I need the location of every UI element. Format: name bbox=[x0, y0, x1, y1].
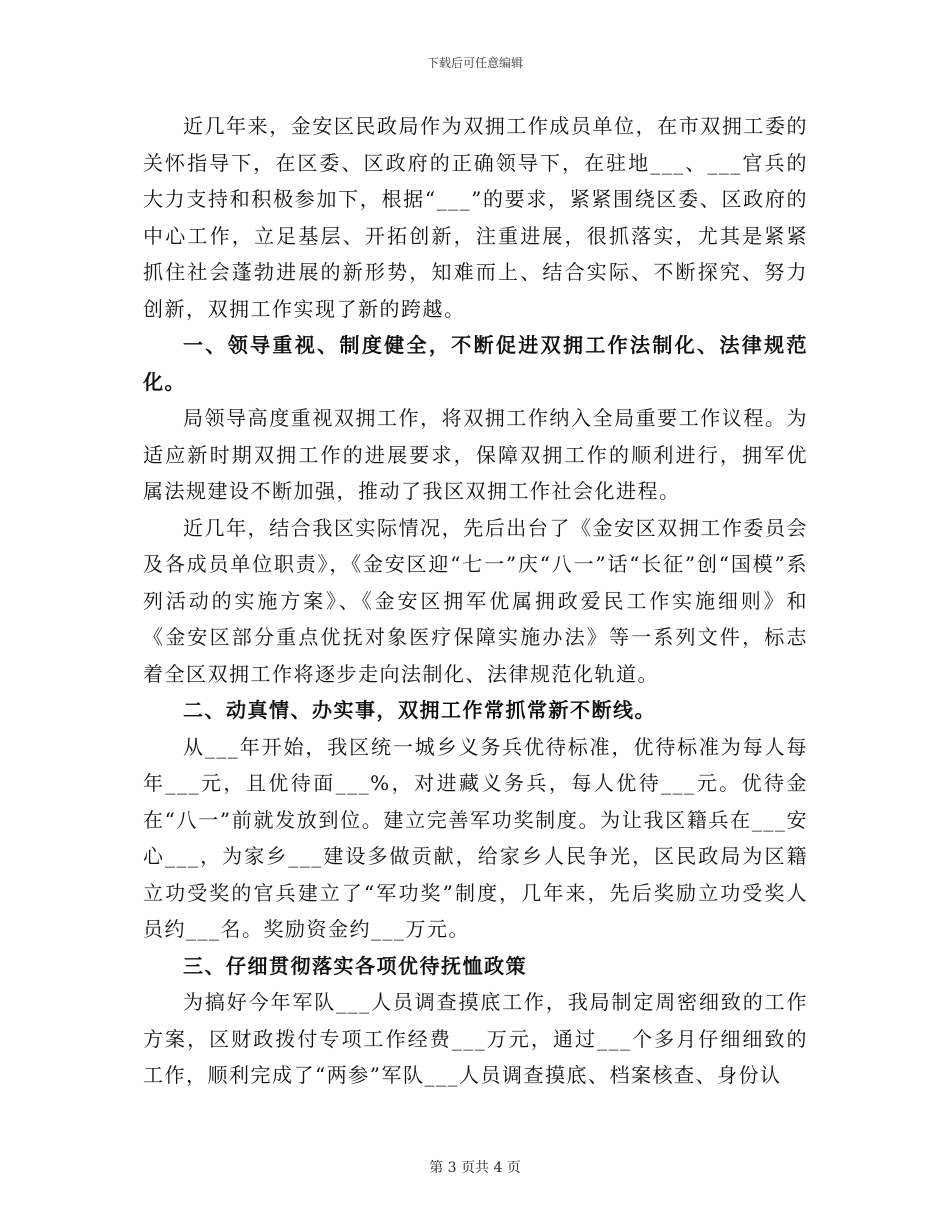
document-body bbox=[143, 108, 808, 1094]
paragraph-survey: 为搞好今年军队___人员调查摸底工作，我局制定周密细致的工作方案，区财政拨付专项工作经费___万元，通过___个多月仔细细致的工作，顺利完成了“两参”军队___人员调查摸底、档案核查、身份认 bbox=[143, 990, 808, 1087]
page-header: 下载后可任意编辑 bbox=[426, 56, 523, 70]
paragraph-regulations: 近几年，结合我区实际情况，先后出台了《金安区双拥工作委员会及各成员单位职责》，《金安区迎“七一”庆“八一”话“长征”创“国模”系列活动的实施方案》、《金安区拥军优属拥政爱民工作实施细则》和《金安区部分重点优抚对象医疗保障实施办法》等一系列文件，标志着全区双拥工作将逐步走向法制化、法律规范化轨道。 bbox=[143, 515, 808, 686]
paragraph-leadership: 局领导高度重视双拥工作，将双拥工作纳入全局重要工作议程。为适应新时期双拥工作的进展要求，保障双拥工作的顺利进行，拥军优属法规建设不断加强，推动了我区双拥工作社会化进程。 bbox=[143, 406, 808, 503]
section-heading-2: 二、动真情、办实事，双拥工作常抓常新不断线。 bbox=[183, 698, 656, 722]
section-heading-3: 三、仔细贯彻落实各项优待抚恤政策 bbox=[183, 953, 527, 978]
page-footer: 第 3 页共 4 页 bbox=[429, 1160, 521, 1176]
paragraph-preferential-treatment: 从___年开始，我区统一城乡义务兵优待标准，优待标准为每人每年___元，且优待面___%，对进藏义务兵，每人优待___元。优待金在“八一”前就发放到位。建立完善军功奖制度。为让我区籍兵在___安心___，为家乡___建设多做贡献，给家乡人民争光，区民政局为区籍立功受奖的官兵建立了“军功奖”制度，几年来，先后奖励立功受奖人员约___名。奖励资金约___万元。 bbox=[143, 734, 808, 941]
section-heading-1: 一、领导重视、制度健全，不断促进双拥工作法制化、法律规范化。 bbox=[143, 333, 808, 394]
paragraph-intro: 近几年来，金安区民政局作为双拥工作成员单位，在市双拥工委的关怀指导下，在区委、区政府的正确领导下，在驻地___、___官兵的大力支持和积极参加下，根据“___”的要求，紧紧围绕区委、区政府的中心工作，立足基层、开拓创新，注重进展，很抓落实，尤其是紧紧抓住社会蓬勃进展的新形势，知难而上、结合实际、不断探究、努力创新，双拥工作实现了新的跨越。 bbox=[143, 114, 808, 321]
